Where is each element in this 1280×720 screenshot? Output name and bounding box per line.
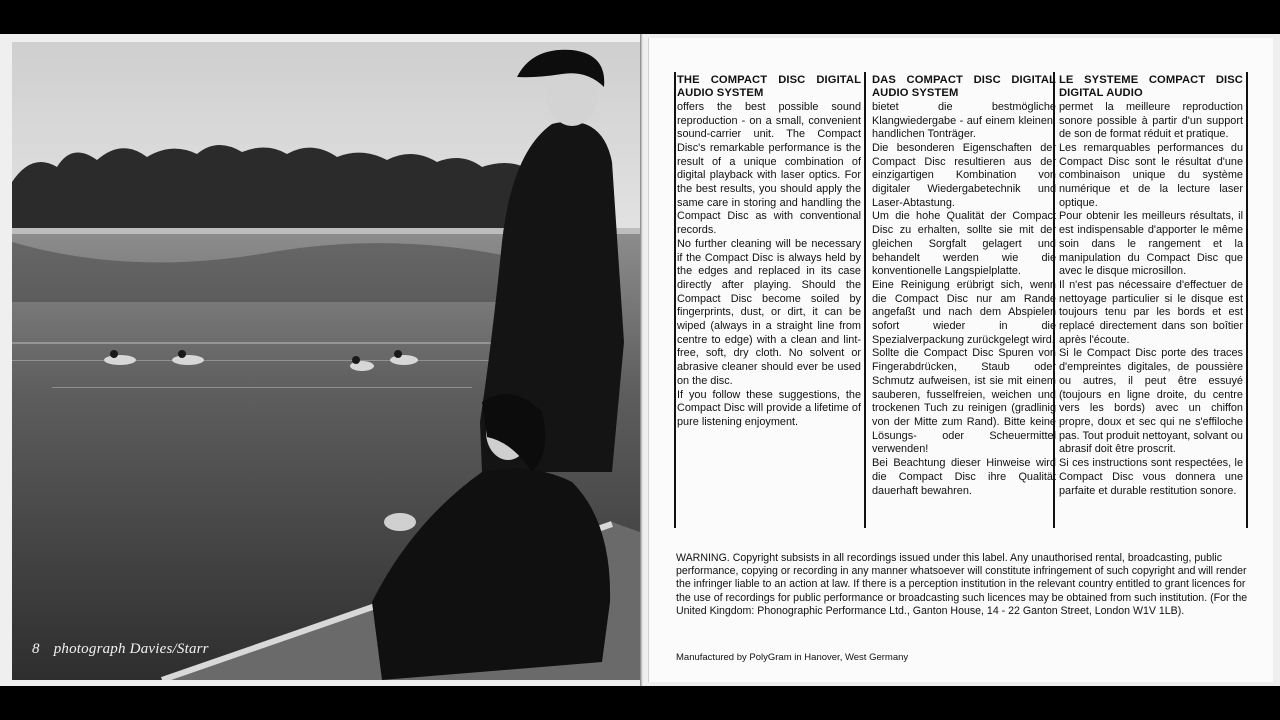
column-title: LE SYSTEME COMPACT DISC DIGITAL AUDIO — [1059, 74, 1243, 100]
paragraph: bietet die bestmögliche Klangwiedergabe - auf einem kleinen, handlichen Tonträger. — [872, 100, 1056, 141]
paragraph: Pour obtenir les meilleurs résultats, il est indispensable d'apporter le même soin dans le rangement et la manipulation du Compact Disc que avec le disque microsillon. — [1059, 210, 1243, 278]
paragraph: permet la meilleure reproduction sonore possible à partir d'un support de son de format réduit et pratique. — [1059, 100, 1243, 141]
paragraph: Les remarquables performances du Compact Disc sont le résultat d'une combinaison unique du système numérique et de la lecture laser optique. — [1059, 141, 1243, 209]
paragraph: If you follow these suggestions, the Compact Disc will provide a lifetime of pure listening enjoyment. — [677, 388, 861, 428]
text-page — [648, 38, 1273, 682]
copyright-warning: WARNING. Copyright subsists in all recordings issued under this label. Any unauthorised rental, broadcasting, public performance, copying or recording in any manner whatsoever will constitute infringement of such copyright and will render the infringer liable to an action at law. If there is a perception institution in the relevant country entitled to grant licences for the use of recordings for public performance or broadcasting such licences may be obtained from such institution. (For the United Kingdom: Phonographic Performance Ltd., Ganton House, 14 - 22 Ganton Street, London W1V 1LB). — [676, 552, 1248, 617]
column-rule — [1246, 72, 1248, 528]
french-column — [1059, 74, 1243, 564]
booklet-spine — [640, 34, 644, 686]
paragraph: Si ces instructions sont respectées, le Compact Disc vous donnera une parfaite et durable restitution sonore. — [1059, 457, 1243, 497]
column-title: THE COMPACT DISC DIGITAL AUDIO SYSTEM — [677, 74, 861, 100]
paragraph: Die besonderen Eigenschaften der Compact Disc resultieren aus der einzigartigen Kombination von digitaler Wiedergabetechnik und Laser-Abtastung. — [872, 141, 1056, 209]
column-rule — [864, 72, 866, 528]
english-column — [677, 74, 861, 564]
column-title: DAS COMPACT DISC DIGITAL AUDIO SYSTEM — [872, 74, 1056, 100]
paragraph: Il n'est pas nécessaire d'effectuer de nettoyage particulier si le disque est toujours tenu par les bords et est replacé directement dans son boîtier après l'écoute. — [1059, 278, 1243, 346]
paragraph: Eine Reinigung erübrigt sich, wenn die Compact Disc nur am Rande angefaßt und nach dem Abspielen sofort wieder in die Spezialverpackung zurückgelegt wird. — [872, 278, 1056, 346]
paragraph: Um die hohe Qualität der Compact Disc zu erhalten, sollte sie mit der gleichen Sorgfalt gelagert und behandelt werden wie die konventionelle Langspielplatte. — [872, 210, 1056, 278]
column-rule — [674, 72, 676, 528]
cd-booklet-spread — [0, 34, 1280, 686]
photo-credit: photograph Davies/Starr — [53, 641, 209, 657]
paragraph: Si le Compact Disc porte des traces d'empreintes digitales, de poussière ou autres, il peut être essuyé (toujours en ligne droite, du centre vers les bords) avec un chiffon propre, doux et sec qui ne s'effiloche pas. Tout produit nettoyant, solvant ou abrasif doit être proscrit. — [1059, 347, 1243, 456]
photo-page — [12, 42, 640, 680]
paragraph: No further cleaning will be necessary if the Compact Disc is always held by the edges and replaced in its case directly after playing. Should the Compact Disc become soiled by fingerprints, dust, or dirt, it can be wiped (always in a straight line from centre to edge) with a clean and lint-free, soft, dry cloth. No solvent or abrasive cleaner should ever be used on the disc. — [677, 237, 861, 387]
photo-caption — [32, 641, 209, 658]
paragraph: Sollte die Compact Disc Spuren von Fingerabdrücken, Staub oder Schmutz aufweisen, ist sie mit einem sauberen, fusselfreien, weichen und trockenen Tuch zu reinigen (gradlinig von der Mitte zum Rand). Bitte keine Lösungs- oder Scheuermittel verwenden! — [872, 347, 1056, 456]
page-number: 8 — [32, 641, 40, 657]
paragraph: Bei Beachtung dieser Hinweise wird die Compact Disc ihre Qualität dauerhaft bewahren. — [872, 457, 1056, 497]
german-column — [872, 74, 1056, 564]
manufacturer-note: Manufactured by PolyGram in Hanover, West Germany — [676, 652, 909, 663]
paragraph: offers the best possible sound reproduction - on a small, convenient sound-carrier unit. The Compact Disc's remarkable performance is the result of a unique combination of digital playback with laser optics. For the best results, you should apply the same care in storing and handling the Compact Disc as with conventional records. — [677, 100, 861, 237]
lake-photograph — [12, 42, 640, 680]
